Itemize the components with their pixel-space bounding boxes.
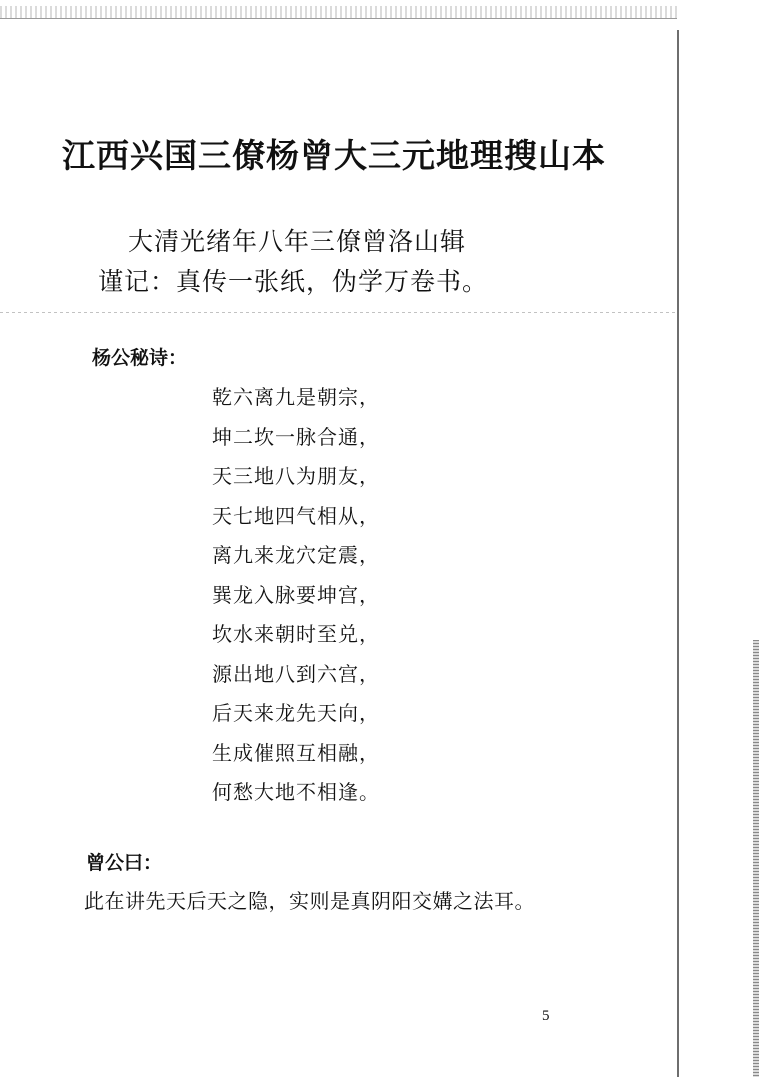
commentary-heading: 曾公曰：: [86, 852, 163, 874]
poem-line: 后天来龙先天向，: [212, 701, 380, 725]
scan-artifact-divider: [0, 312, 680, 313]
poem-line: 坤二坎一脉合通，: [212, 424, 380, 449]
poem-line: 坎水来朝时至兑，: [212, 622, 380, 646]
poem-line: 乾六离九是朝宗，: [212, 385, 380, 409]
scan-artifact-right-margin: [677, 0, 759, 1077]
poem-line: 离九来龙穴定震，: [212, 543, 380, 567]
scan-artifact-top: [0, 6, 690, 18]
poem: [212, 378, 380, 813]
poem-heading: 杨公秘诗：: [92, 347, 188, 369]
document-title: 江西兴国三僚杨曾大三元地理搜山本: [62, 136, 606, 175]
scan-artifact-page-edge: [677, 30, 679, 1077]
poem-line: 生成催照互相融，: [212, 740, 380, 765]
document-motto: 谨记：真传一张纸，伪学万卷书。: [98, 267, 489, 296]
document-subtitle: 大清光绪年八年三僚曾洛山辑: [128, 227, 467, 256]
poem-line: 巽龙入脉要坤宫，: [212, 582, 380, 607]
commentary-text: 此在讲先天后天之隐，实则是真阴阳交媾之法耳。: [84, 889, 535, 913]
poem-line: 天七地四气相从，: [212, 503, 380, 528]
page-number: 5: [542, 1008, 550, 1024]
poem-line: 源出地八到六宫，: [212, 661, 380, 686]
poem-line: 何愁大地不相逢。: [212, 780, 380, 804]
scan-artifact-edge-strip: [753, 640, 759, 1077]
scan-artifact-top-line: [0, 18, 690, 19]
poem-line: 天三地八为朋友，: [212, 464, 380, 488]
